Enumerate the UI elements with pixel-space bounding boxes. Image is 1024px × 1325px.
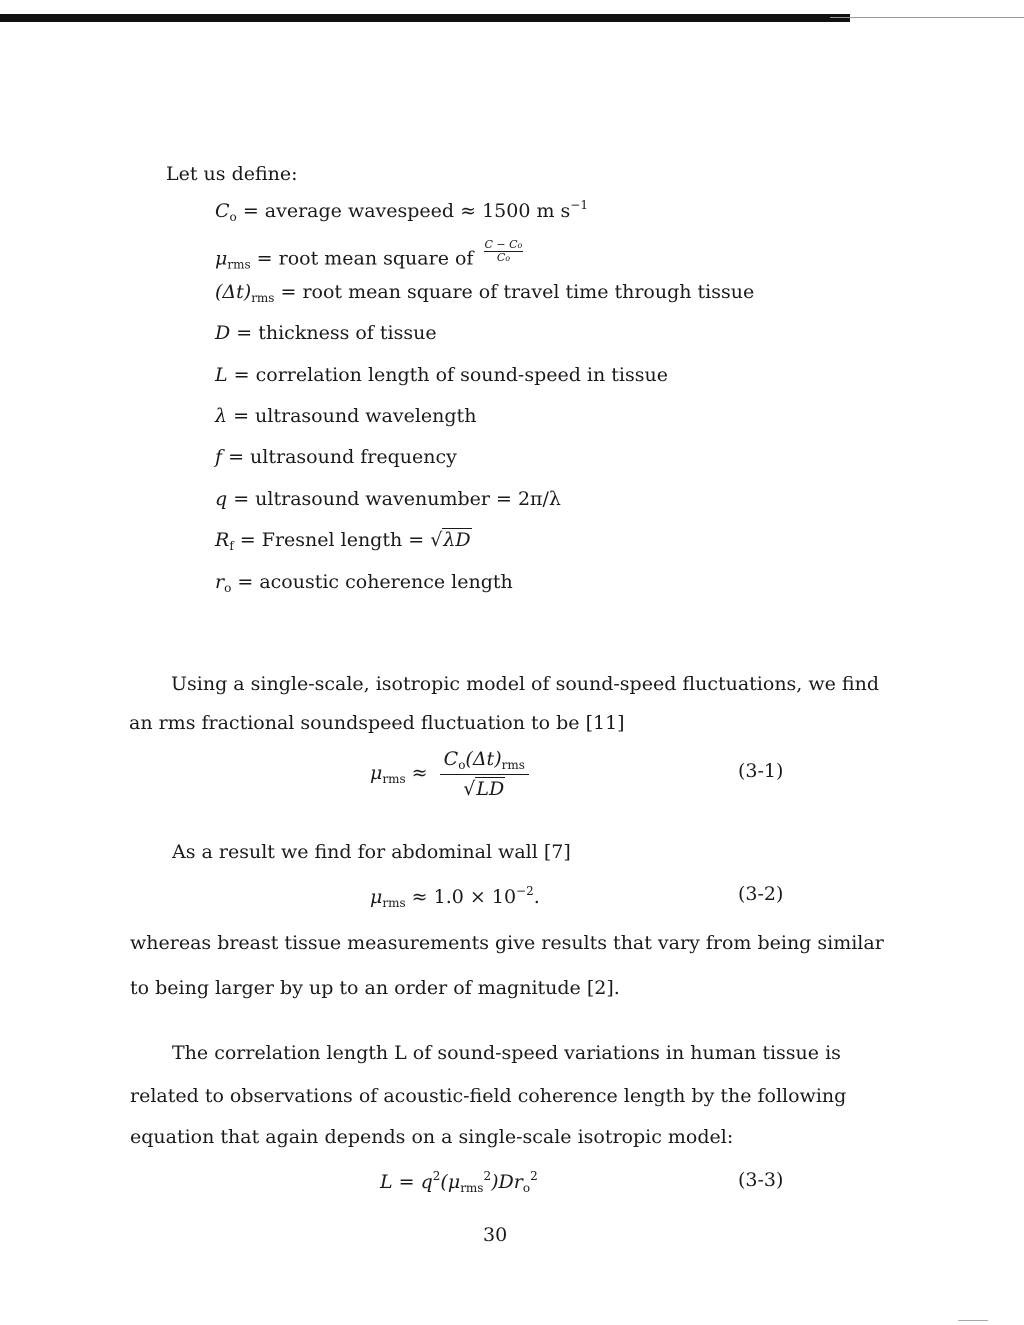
- definition-text: = Fresnel length = √: [233, 529, 443, 552]
- symbol: C: [215, 200, 230, 222]
- definition-delta-t: [215, 281, 775, 322]
- equation-3-3: [380, 1169, 538, 1195]
- superscript: −1: [570, 198, 588, 212]
- subscript: f: [229, 539, 234, 554]
- equation-number-3-1: (3-1): [738, 760, 784, 782]
- sqrt-radicand: λD: [443, 529, 471, 552]
- lhs-subscript: rms: [382, 896, 406, 910]
- definition-text: = ultrasound frequency: [222, 446, 457, 469]
- symbol: (Δt): [215, 280, 252, 303]
- definition-text: = acoustic coherence length: [231, 570, 513, 593]
- equation-rhs: ≈ 1.0 × 10: [405, 886, 517, 908]
- numerator-subscript: o: [458, 758, 466, 772]
- equation-3-1: [370, 748, 529, 800]
- symbol: μ: [215, 247, 228, 270]
- symbol: r: [215, 570, 225, 593]
- subscript: o: [224, 580, 232, 595]
- display-fraction: [440, 748, 529, 800]
- paragraph-4-line-2: related to observations of acoustic-field coherence length by the following: [130, 1085, 847, 1107]
- sqrt-sign: √: [463, 778, 476, 800]
- subscript: o: [229, 210, 237, 224]
- definition-rf: [215, 529, 775, 570]
- definition-text: = correlation length of sound-speed in tissue: [227, 363, 668, 386]
- definition-lambda: [215, 405, 775, 446]
- equation-3-2: [370, 884, 540, 910]
- inline-fraction: [484, 239, 524, 263]
- symbol: D: [215, 322, 231, 345]
- middle-exponent: 2: [483, 1169, 492, 1183]
- numerator-subscript: o: [517, 241, 523, 251]
- equation-rest: )Dr: [491, 1171, 523, 1193]
- definition-mu-rms: [215, 239, 775, 280]
- page-number: 30: [483, 1224, 508, 1246]
- numerator-rest-subscript: rms: [501, 758, 525, 772]
- equation-period: .: [533, 886, 540, 908]
- paragraph-4-line-1: The correlation length L of sound-speed variations in human tissue is: [172, 1042, 841, 1064]
- top-rule-thin: [830, 17, 1024, 18]
- exponent: −2: [516, 884, 534, 898]
- definition-f: [215, 446, 775, 487]
- intro-line: Let us define:: [166, 163, 298, 185]
- definition-text: = average wavespeed ≈ 1500 m s: [236, 200, 571, 222]
- definition-d: [215, 322, 775, 363]
- middle-subscript: rms: [460, 1181, 484, 1195]
- equation-lhs: μ: [370, 886, 383, 908]
- paragraph-1-line-2: an rms fractional soundspeed fluctuation to be [11]: [129, 712, 625, 734]
- equation-relation: ≈: [405, 762, 434, 784]
- definition-q: [215, 488, 775, 529]
- paragraph-2: As a result we find for abdominal wall [7]: [172, 841, 571, 863]
- subscript: rms: [251, 290, 275, 305]
- paragraph-3-line-2: to being larger by up to an order of magnitude [2].: [130, 977, 620, 999]
- top-rule: [0, 14, 850, 22]
- fraction-denominator: C: [496, 250, 506, 264]
- bottom-edge-mark: [958, 1320, 988, 1321]
- definition-text: = root mean square of travel time through tissue: [274, 280, 755, 303]
- definition-r0: [215, 571, 775, 612]
- definition-text: = ultrasound wavenumber = 2π/λ: [227, 487, 561, 510]
- equation-middle: (μ: [440, 1171, 461, 1193]
- equation-lhs: L = q: [380, 1171, 433, 1193]
- fraction-numerator: C − C: [484, 238, 518, 252]
- paragraph-1-line-1: Using a single-scale, isotropic model of sound-speed fluctuations, we find: [171, 673, 880, 695]
- rest-exponent: 2: [530, 1169, 538, 1183]
- rest-subscript: o: [522, 1181, 531, 1195]
- q-exponent: 2: [432, 1169, 441, 1183]
- paragraph-4-line-3: equation that again depends on a single-scale isotropic model:: [130, 1126, 734, 1148]
- symbol: f: [215, 446, 223, 469]
- numerator-rest: (Δt): [465, 748, 502, 770]
- definition-list: [215, 198, 775, 612]
- equation-number-3-2: (3-2): [738, 883, 784, 905]
- lhs-subscript: rms: [382, 772, 406, 786]
- symbol: L: [215, 363, 228, 386]
- symbol: q: [215, 487, 228, 510]
- definition-text: = root mean square of: [250, 247, 480, 270]
- symbol: λ: [215, 404, 228, 427]
- definition-l: [215, 364, 775, 405]
- numerator-symbol: C: [443, 748, 459, 770]
- paragraph-3-line-1: whereas breast tissue measurements give results that vary from being similar: [130, 932, 884, 954]
- sqrt-radicand: LD: [476, 778, 505, 800]
- symbol: R: [215, 529, 230, 552]
- definition-text: = ultrasound wavelength: [227, 404, 477, 427]
- definition-c0: [215, 198, 775, 239]
- definition-text: = thickness of tissue: [230, 322, 437, 345]
- denominator-subscript: o: [505, 253, 511, 263]
- equation-number-3-3: (3-3): [738, 1169, 784, 1191]
- equation-lhs: μ: [370, 762, 383, 784]
- subscript: rms: [227, 257, 251, 272]
